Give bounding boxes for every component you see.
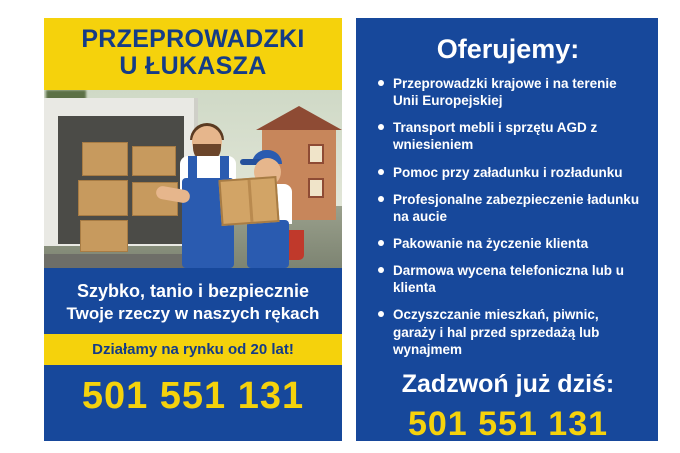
list-item-label: Darmowa wycena telefoniczna lub u klienta xyxy=(393,263,625,296)
experience-banner xyxy=(44,334,342,365)
company-title-line1: PRZEPROWADZKI xyxy=(81,25,305,53)
phone-number-right[interactable]: 501 551 131 xyxy=(407,404,609,443)
company-title-line2: U ŁUKASZA xyxy=(119,52,267,80)
bullet-icon xyxy=(378,169,384,175)
list-item-label: Transport mebli i sprzętu AGD z wniesieniem xyxy=(393,120,598,153)
list-item xyxy=(378,306,640,357)
left-phone-block xyxy=(44,365,342,441)
list-item xyxy=(378,75,640,109)
bullet-icon xyxy=(378,240,384,246)
cardboard-box xyxy=(82,142,128,176)
list-item-label: Przeprowadzki krajowe i na terenie Unii Europejskiej xyxy=(393,76,617,109)
carried-cardboard-box xyxy=(218,176,279,226)
phone-number-left[interactable]: 501 551 131 xyxy=(81,374,305,417)
house-window xyxy=(308,178,324,198)
list-item xyxy=(378,262,640,296)
bullet-icon xyxy=(378,311,384,317)
list-item xyxy=(378,119,640,153)
right-panel xyxy=(356,18,658,441)
list-item-label: Oczyszczanie mieszkań, piwnic, garaży i hal przed sprzedażą lub wynajmem xyxy=(393,307,600,357)
list-item-label: Pomoc przy załadunku i rozładunku xyxy=(393,164,623,180)
house-window xyxy=(308,144,324,164)
experience-text: Działamy na rynku od 20 lat! xyxy=(92,340,294,358)
bullet-icon xyxy=(378,196,384,202)
list-item-label: Pakowanie na życzenie klienta xyxy=(393,235,589,251)
bullet-icon xyxy=(378,267,384,273)
bullet-icon xyxy=(378,124,384,130)
helper-trousers xyxy=(247,220,289,268)
cardboard-box xyxy=(78,180,128,216)
list-item xyxy=(378,235,640,252)
movers-illustration xyxy=(44,90,342,268)
list-item-label: Profesjonalne zabezpieczenie ładunku na aucie xyxy=(393,191,640,224)
left-panel xyxy=(44,18,342,441)
offer-list xyxy=(376,75,640,368)
truck-cargo-area xyxy=(58,116,184,244)
list-item xyxy=(378,164,640,181)
cardboard-box xyxy=(132,146,176,176)
title-banner xyxy=(44,18,342,90)
list-item xyxy=(378,191,640,225)
slogan-line-2: Twoje rzeczy w naszych rękach xyxy=(66,303,320,323)
slogan-block xyxy=(44,268,342,334)
offer-heading: Oferujemy: xyxy=(436,34,580,64)
cardboard-box xyxy=(80,220,128,252)
call-to-action: Zadzwoń już dziś: xyxy=(401,369,615,398)
bullet-icon xyxy=(378,80,384,86)
slogan-line-1: Szybko, tanio i bezpiecznie xyxy=(76,281,310,301)
